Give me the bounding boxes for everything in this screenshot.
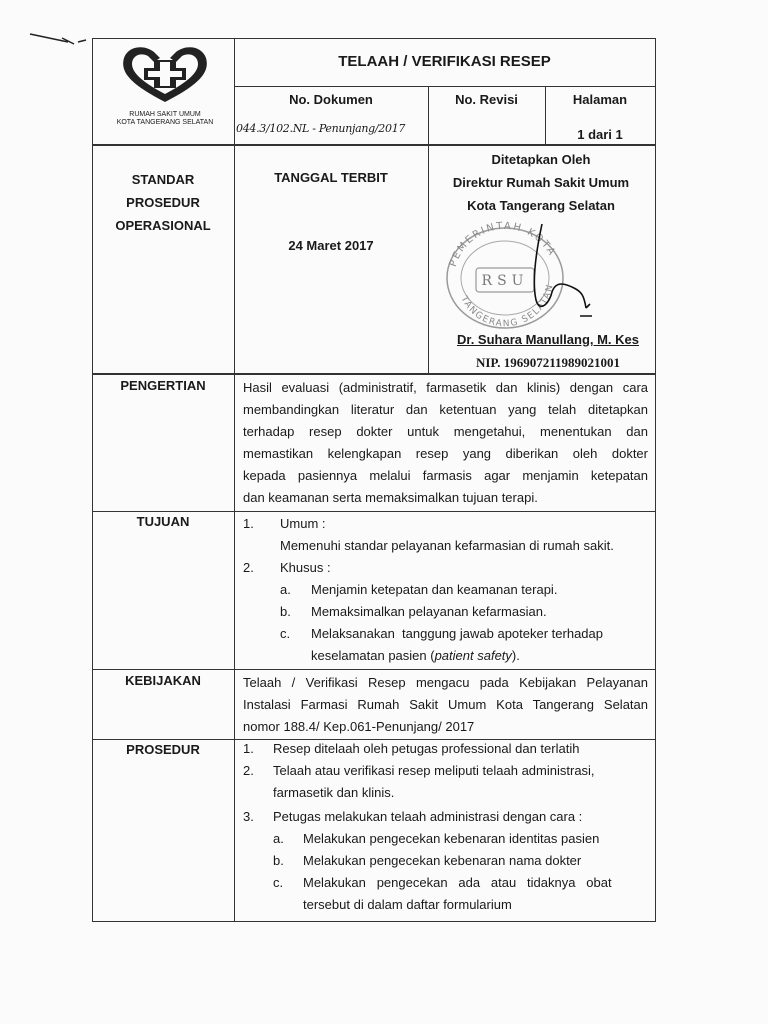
tujuan-list (243, 513, 648, 667)
tujuan-sub-c-prefix: keselamatan pasien ( (311, 648, 435, 663)
pengertian-label: PENGERTIAN (120, 378, 206, 393)
kebijakan-text (243, 672, 648, 738)
prosedur-sub-text: Melakukan pengecekan kebenaran identitas pasien (303, 831, 600, 846)
hospital-name-line1: RUMAH SAKIT UMUM (129, 111, 201, 118)
ditetapkan-line1: Ditetapkan Oleh (491, 152, 591, 167)
sop-label-line3: OPERASIONAL (115, 218, 211, 233)
tanggal-terbit-label: TANGGAL TERBIT (274, 170, 388, 185)
stamp-bottom-text: TANGERANG SELATAN (458, 282, 556, 330)
tanggal-terbit-value: 24 Maret 2017 (288, 238, 374, 253)
prosedur-item-num: 1. (243, 741, 254, 756)
tujuan-sub-c-italic: patient safety (434, 648, 512, 663)
no-dokumen-label: No. Dokumen (289, 92, 373, 107)
tujuan-sub-text: Memaksimalkan pelayanan kefarmasian. (311, 604, 547, 619)
pengertian-line: terhadap resep dokter untuk mengetahui, menentukan dan (243, 424, 648, 439)
prosedur-sub-text: Melakukan pengecekan ada atau tidaknya obat (303, 875, 612, 890)
signature (500, 222, 610, 322)
prosedur-label: PROSEDUR (126, 742, 200, 757)
pengertian-line: kepada pasiennya melalui farmasis agar menjamin ketepatan (243, 468, 648, 483)
pengertian-line: Hasil evaluasi (administratif, farmasetik dan klinis) dengan cara (243, 380, 648, 395)
sop-label (92, 168, 234, 237)
scan-mark (28, 28, 88, 48)
prosedur-sub-num: a. (273, 831, 284, 846)
pengertian-line: memastikan kelengkapan resep yang diberikan oleh dokter (243, 446, 648, 461)
ditetapkan-line3: Kota Tangerang Selatan (467, 198, 615, 213)
halaman-value: 1 dari 1 (577, 127, 623, 142)
tujuan-item2-title: Khusus : (280, 560, 331, 575)
kebijakan-line: Instalasi Farmasi Rumah Sakit Umum Kota Tangerang Selatan (243, 697, 648, 712)
tujuan-sub-c-suffix: ). (511, 648, 520, 663)
tujuan-item1-num: 1. (243, 516, 254, 531)
sop-label-line1: STANDAR (131, 172, 195, 187)
pengertian-line: dan keamanan serta memaksimalkan tujuan terapi. (243, 490, 538, 505)
prosedur-item-text: Resep ditelaah oleh petugas professional dan terlatih (273, 741, 580, 756)
prosedur-sub-text: Melakukan pengecekan kebenaran nama dokter (303, 853, 582, 868)
hospital-name-line2: KOTA TANGERANG SELATAN (116, 119, 214, 126)
tujuan-label: TUJUAN (136, 514, 190, 529)
no-revisi-label: No. Revisi (455, 92, 518, 107)
tujuan-sub-c-continuation (311, 645, 520, 667)
kebijakan-line: nomor 188.4/ Kep.061-Penunjang/ 2017 (243, 719, 475, 734)
signer-nip: NIP. 196907211989021001 (476, 355, 620, 370)
tujuan-sub-num: a. (280, 582, 291, 597)
signer-name: Dr. Suhara Manullang, M. Kes (456, 332, 640, 347)
prosedur-list (243, 741, 648, 919)
ditetapkan-block (428, 148, 654, 217)
tujuan-sub-text: Melaksanakan tanggung jawab apoteker terhadap (311, 626, 603, 641)
stamp-top-text: PEMERINTAH KOTA (447, 220, 558, 269)
prosedur-item-num: 2. (243, 763, 254, 778)
sop-label-line2: PROSEDUR (126, 195, 200, 210)
prosedur-sub-c-continuation: tersebut di dalam daftar formularium (303, 897, 512, 912)
tujuan-item1-title: Umum : (280, 516, 326, 531)
prosedur-sub-num: b. (273, 853, 284, 868)
no-dokumen-value: 044.3/102.NL - Penunjang/2017 (236, 122, 406, 135)
kebijakan-label: KEBIJAKAN (125, 673, 201, 688)
kebijakan-line: Telaah / Verifikasi Resep mengacu pada Kebijakan Pelayanan (243, 675, 648, 690)
tujuan-sub-num: b. (280, 604, 291, 619)
hospital-logo (110, 44, 220, 124)
pengertian-line: membandingkan literatur dan ketentuan yang telah ditetapkan (243, 402, 648, 417)
tujuan-item1-text: Memenuhi standar pelayanan kefarmasian di rumah sakit. (280, 538, 614, 553)
prosedur-sub-num: c. (273, 875, 284, 890)
prosedur-item-text: farmasetik dan klinis. (273, 785, 395, 800)
tujuan-sub-num: c. (280, 626, 291, 641)
tujuan-item2-num: 2. (243, 560, 254, 575)
prosedur-item-text: Telaah atau verifikasi resep meliputi telaah administrasi, (273, 763, 595, 778)
stamp-center-text: RSU (481, 273, 529, 289)
document-title: TELAAH / VERIFIKASI RESEP (338, 53, 551, 70)
ditetapkan-line2: Direktur Rumah Sakit Umum (452, 175, 630, 190)
pengertian-text (243, 377, 648, 509)
prosedur-item-num: 3. (243, 809, 254, 824)
tujuan-sub-text: Menjamin ketepatan dan keamanan terapi. (311, 582, 558, 597)
heart-cross-icon (110, 44, 220, 106)
halaman-label: Halaman (572, 92, 628, 107)
prosedur-item-text: Petugas melakukan telaah administrasi dengan cara : (273, 809, 583, 824)
